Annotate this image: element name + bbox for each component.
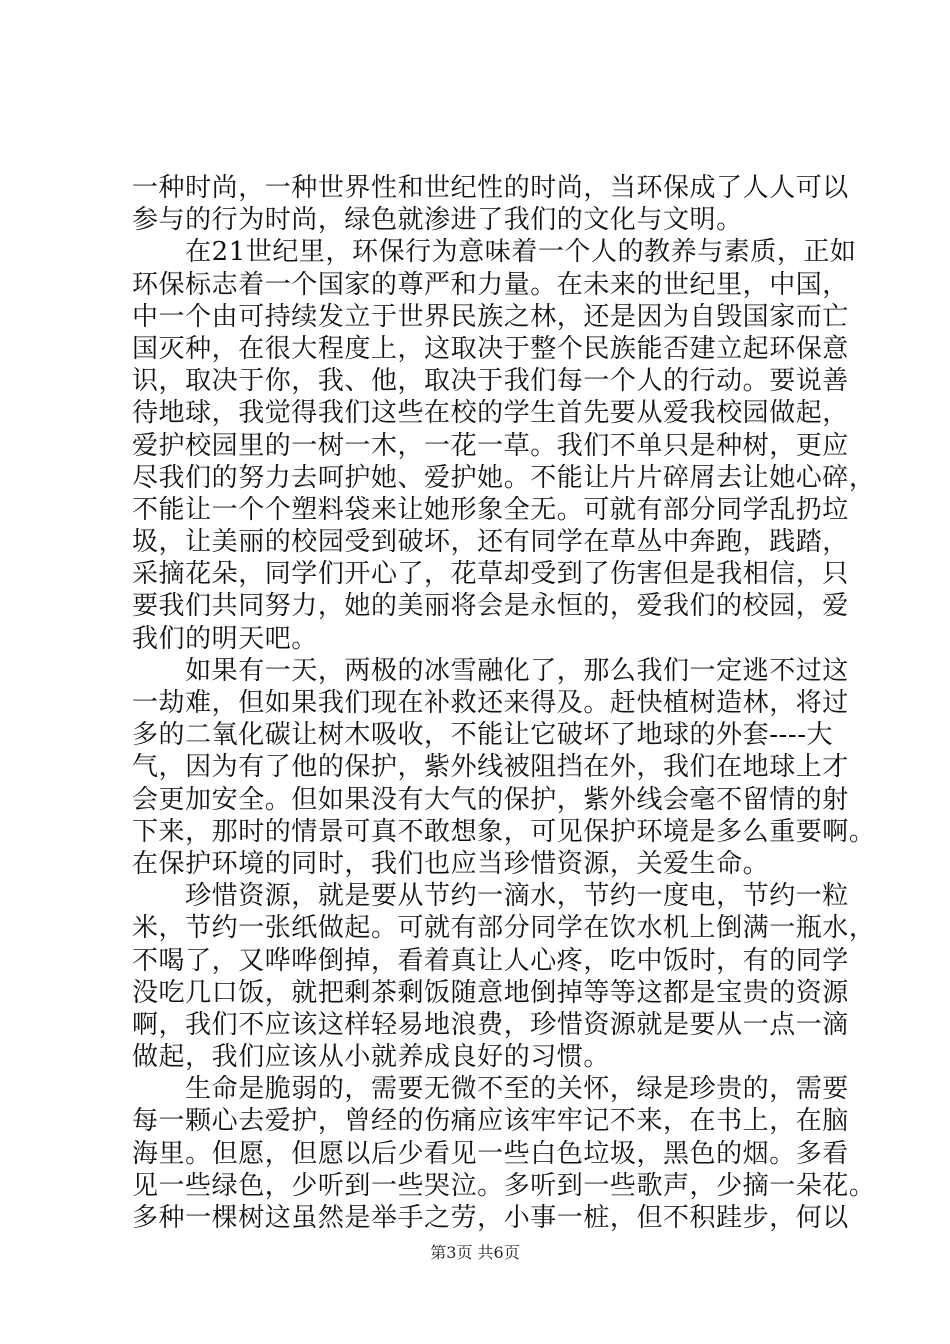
text-line: 米，节约一张纸做起。可就有部分同学在饮水机上倒满一瓶水， [132, 913, 876, 944]
text-line: 多的二氧化碳让树木吸收，不能让它破坏了地球的外套----大 [132, 720, 834, 751]
text-line: 啊，我们不应该这样轻易地浪费，珍惜资源就是要从一点一滴 [132, 1009, 849, 1040]
text-line: 见一些绿色，少听到一些哭泣。多听到一些歌声，少摘一朵花。 [132, 1170, 876, 1201]
text-line: 识，取决于你，我、他，取决于我们每一个人的行动。要说善 [132, 366, 849, 397]
text-line: 每一颗心去爱护，曾经的伤痛应该牢牢记不来，在书上，在脑 [132, 1106, 849, 1137]
body-text [132, 172, 876, 1234]
text-line: 珍惜资源，就是要从节约一滴水，节约一度电，节约一粒 [132, 881, 849, 912]
text-line: 采摘花朵，同学们开心了，花草却受到了伤害但是我相信，只 [132, 559, 849, 590]
text-line: 没吃几口饭，就把剩茶剩饭随意地倒掉等等这都是宝贵的资源 [132, 977, 849, 1008]
text-line: 一种时尚，一种世界性和世纪性的时尚，当环保成了人人可以 [132, 173, 849, 203]
text-line: 如果有一天，两极的冰雪融化了，那么我们一定逃不过这 [132, 655, 849, 686]
text-line: 不喝了，又哗哗倒掉，看着真让人心疼，吃中饭时，有的同学 [132, 945, 849, 976]
text-line: 做起，我们应该从小就养成良好的习惯。 [132, 1042, 610, 1073]
text-line: 爱护校园里的一树一木，一花一草。我们不单只是种树，更应 [132, 430, 849, 461]
text-line: 我们的明天吧。 [132, 623, 318, 654]
page-number-label: 第3页 共6页 [430, 1243, 520, 1262]
text-line: 参与的行为时尚，绿色就渗进了我们的文化与文明。 [132, 205, 743, 236]
text-line: 待地球，我觉得我们这些在校的学生首先要从爱我校园做起， [132, 398, 849, 429]
text-line: 圾，让美丽的校园受到破坏，还有同学在草丛中奔跑，践踏， [132, 527, 849, 558]
text-line: 在保护环境的同时，我们也应当珍惜资源，关爱生命。 [132, 848, 770, 879]
text-line: 不能让一个个塑料袋来让她形象全无。可就有部分同学乱扔垃 [132, 494, 849, 525]
text-line: 尽我们的努力去呵护她、爱护她。不能让片片碎屑去让她心碎， [132, 462, 876, 493]
page-footer [0, 1243, 950, 1263]
text-line: 在21世纪里，环保行为意味着一个人的教养与素质，正如 [132, 237, 857, 268]
text-line: 要我们共同努力，她的美丽将会是永恒的，爱我们的校园，爱 [132, 591, 849, 622]
text-line: 多种一棵树这虽然是举手之劳，小事一桩，但不积跬步，何以 [132, 1203, 849, 1233]
text-line: 下来，那时的情景可真不敢想象，可见保护环境是多么重要啊。 [132, 816, 876, 847]
text-line: 会更加安全。但如果没有大气的保护，紫外线会毫不留情的射 [132, 784, 849, 815]
text-line: 国灭种，在很大程度上，这取决于整个民族能否建立起环保意 [132, 333, 849, 364]
text-line: 中一个由可持续发立于世界民族之林，还是因为自毁国家而亡 [132, 301, 849, 332]
text-line: 生命是脆弱的，需要无微不至的关怀，绿是珍贵的，需要 [132, 1074, 849, 1105]
text-line: 气，因为有了他的保护，紫外线被阻挡在外，我们在地球上才 [132, 752, 849, 783]
text-line: 一劫难，但如果我们现在补救还来得及。赶快植树造林，将过 [132, 688, 849, 718]
text-line: 环保标志着一个国家的尊严和力量。在未来的世纪里，中国， [132, 269, 849, 300]
text-line: 海里。但愿，但愿以后少看见一些白色垃圾，黑色的烟。多看 [132, 1138, 849, 1169]
